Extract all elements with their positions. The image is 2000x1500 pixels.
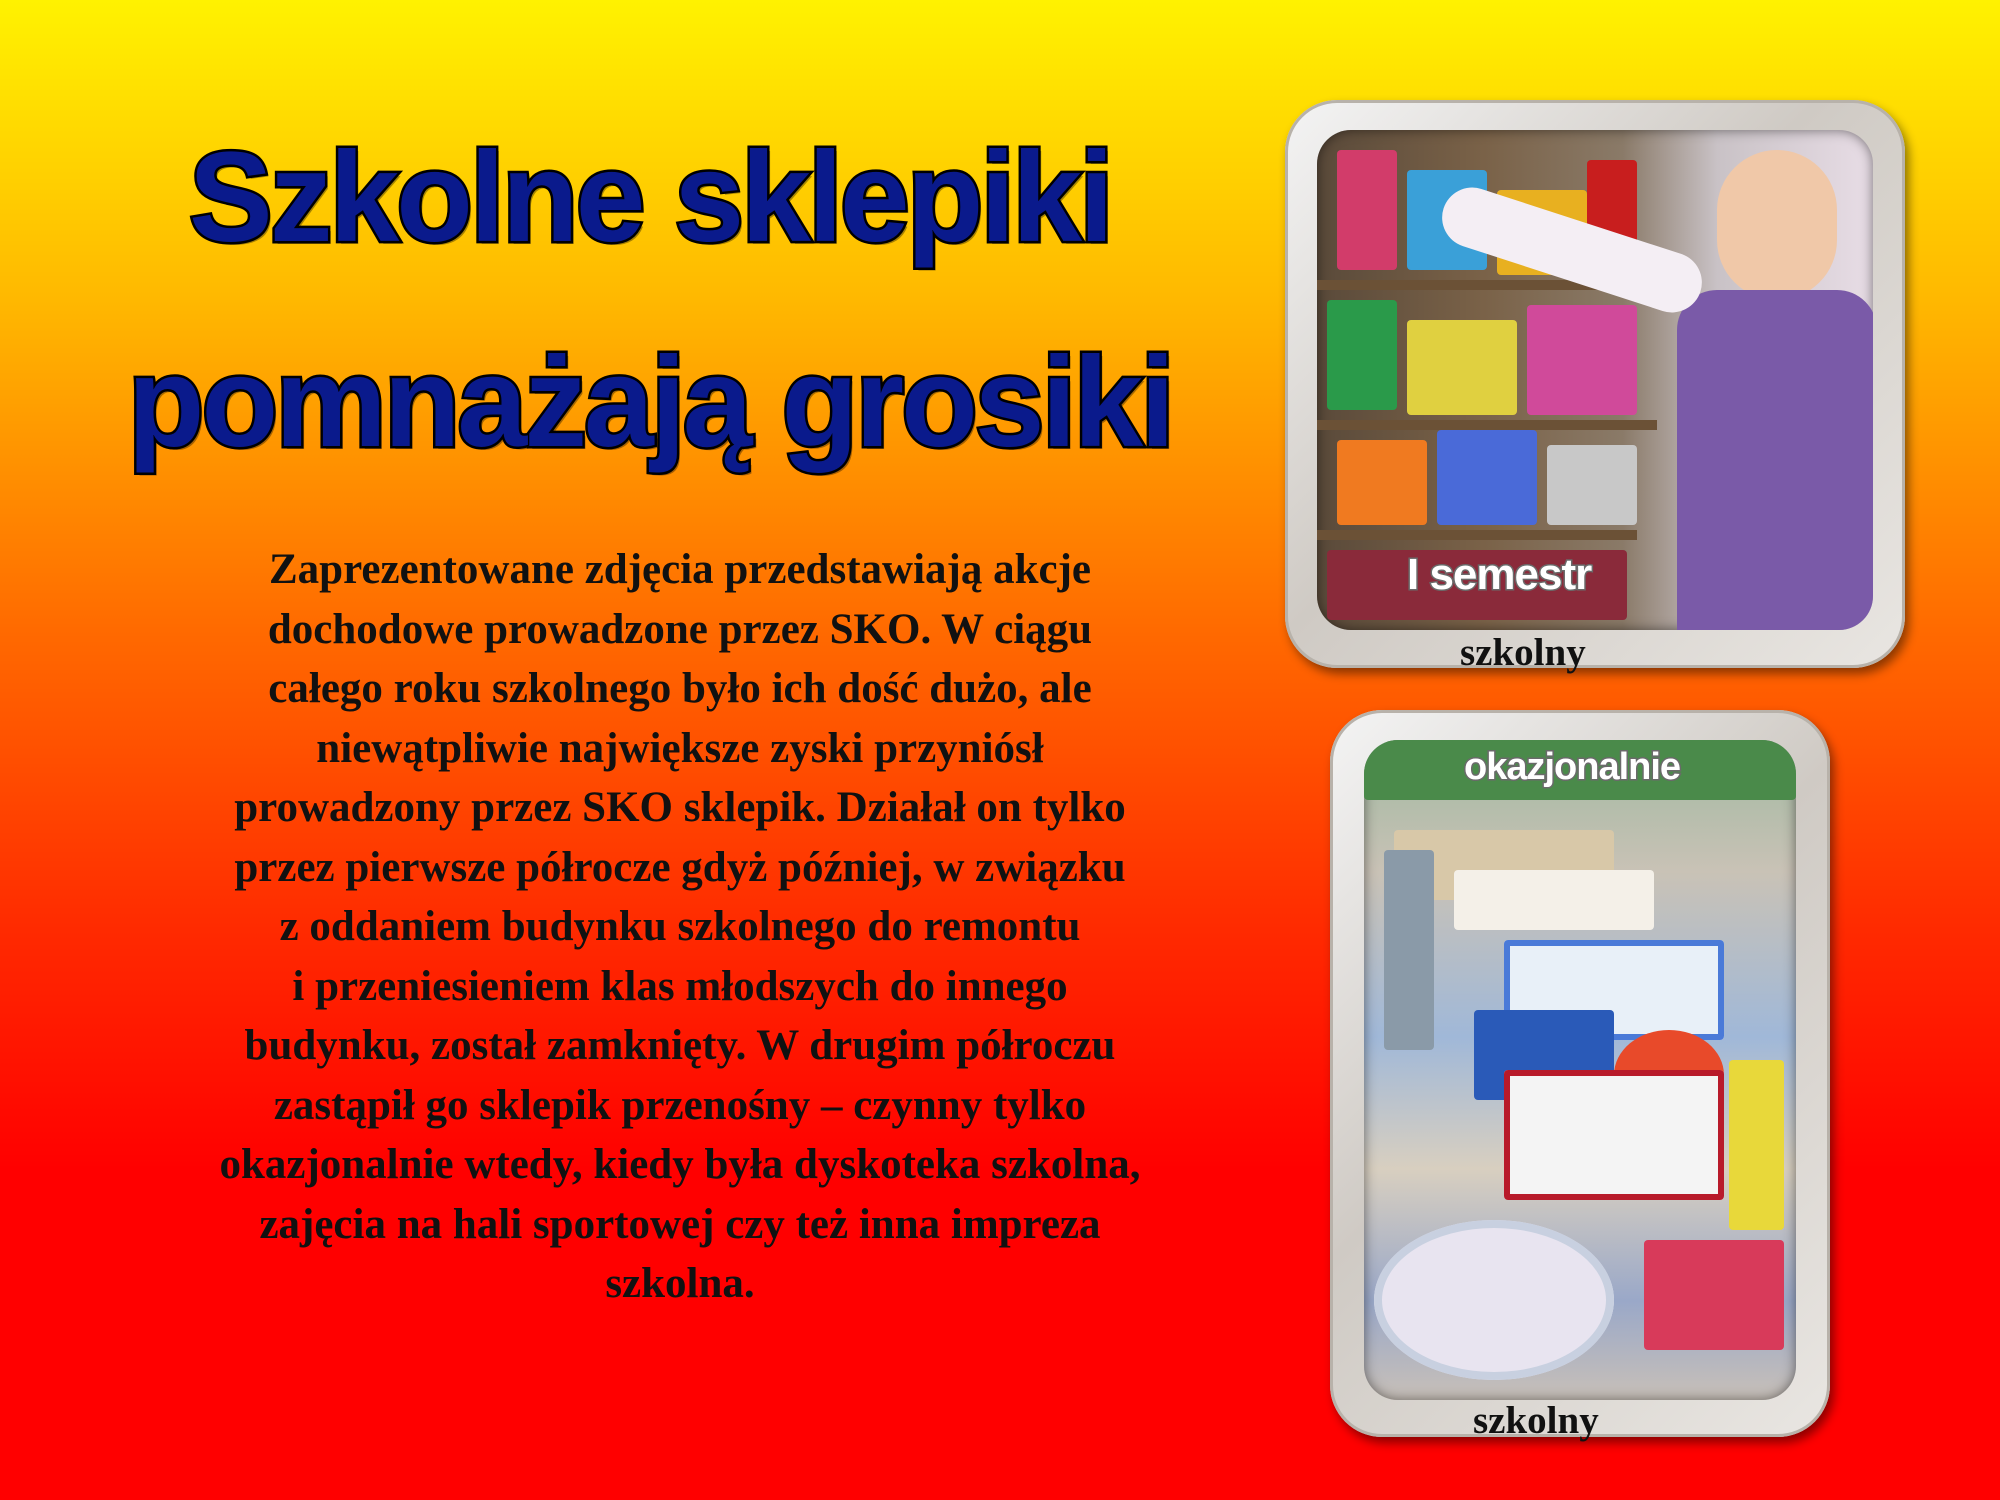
body-line: budynku, został zamknięty. W drugim półroczu — [244, 1022, 1116, 1069]
portable-shop-photo-icon — [1364, 740, 1796, 1400]
body-line: z oddaniem budynku szkolnego do remontu — [279, 903, 1081, 950]
body-line: prowadzony przez SKO sklepik. Działał on tylko — [234, 784, 1126, 831]
school-shop-photo-icon — [1317, 130, 1873, 630]
photo-frame-2 — [1330, 710, 1830, 1437]
photo-1-caption: szkolny — [1460, 631, 1586, 674]
body-line: i przeniesieniem klas młodszych do innego — [292, 962, 1068, 1010]
body-line: przez pierwsze półrocze gdyż później, w związku — [234, 843, 1126, 891]
photo-2-caption: szkolny — [1473, 1399, 1599, 1442]
body-paragraph — [130, 540, 1230, 1314]
body-line: zajęcia na hali sportowej czy też inna impreza — [259, 1200, 1101, 1248]
body-line: całego roku szkolnego było ich dość dużo, ale — [268, 665, 1092, 712]
body-line: dochodowe prowadzone przez SKO. W ciągu — [267, 605, 1093, 653]
body-line: okazjonalnie wtedy, kiedy była dyskoteka szkolna, — [219, 1141, 1141, 1188]
photo-frame-1 — [1285, 100, 1905, 668]
body-line: zastąpił go sklepik przenośny – czynny tylko — [273, 1081, 1087, 1129]
photo-2-overlay-label: okazjonalnie — [1464, 746, 1681, 788]
body-line: szkolna. — [605, 1260, 755, 1307]
page-title-line-1: Szkolne sklepiki — [188, 126, 1112, 269]
photo-1-overlay-label: I semestr — [1407, 550, 1592, 599]
body-line: niewątpliwie największe zyski przyniósł — [316, 724, 1044, 772]
body-line: Zaprezentowane zdjęcia przedstawiają akcje — [269, 546, 1091, 593]
page-title — [72, 95, 1228, 505]
page-title-line-2: pomnażają grosiki — [127, 331, 1173, 474]
